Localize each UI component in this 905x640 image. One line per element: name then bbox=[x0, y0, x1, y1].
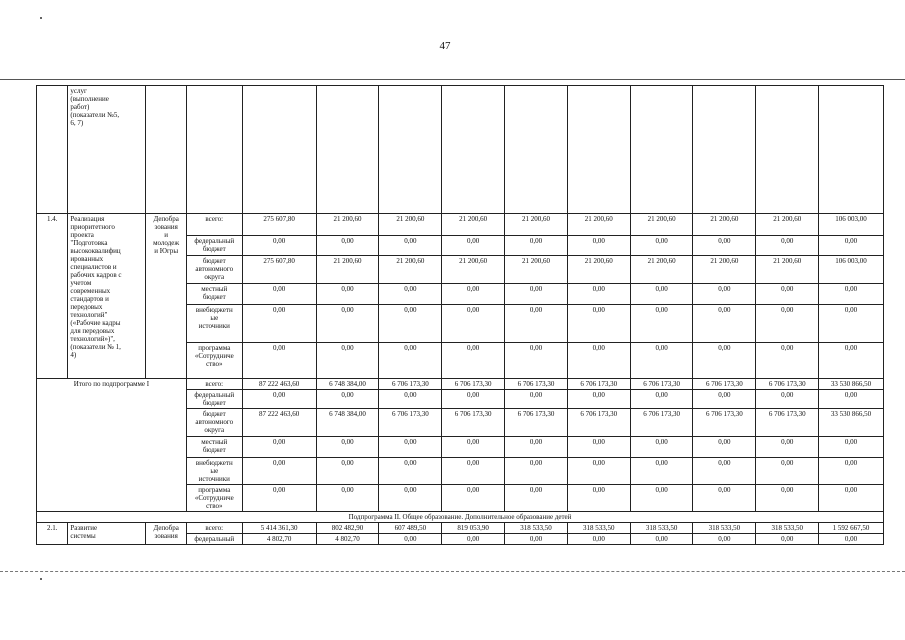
value-cell: 0,00 bbox=[442, 458, 505, 485]
value-cell: 0,00 bbox=[693, 437, 756, 458]
value-cell: 0,00 bbox=[567, 343, 630, 379]
value-cell: 0,00 bbox=[819, 458, 884, 485]
value-cell: 318 533,50 bbox=[630, 523, 693, 534]
funding-source: всего: bbox=[186, 379, 242, 390]
value-cell bbox=[379, 86, 442, 214]
value-cell: 0,00 bbox=[819, 437, 884, 458]
value-cell: 21 200,60 bbox=[567, 256, 630, 284]
value-cell: 0,00 bbox=[756, 458, 819, 485]
funding-source: внебюджетн ые источники bbox=[186, 458, 242, 485]
value-cell: 0,00 bbox=[756, 390, 819, 409]
funding-source: внебюджетн ые источники bbox=[186, 305, 242, 343]
value-cell: 0,00 bbox=[442, 284, 505, 305]
responsible-org: Депобра зования bbox=[146, 523, 187, 545]
value-cell: 0,00 bbox=[505, 236, 568, 256]
value-cell: 0,00 bbox=[693, 390, 756, 409]
table-row bbox=[37, 86, 884, 214]
value-cell: 0,00 bbox=[693, 485, 756, 512]
funding-source: программа «Сотрудниче ство» bbox=[186, 343, 242, 379]
value-cell: 0,00 bbox=[505, 437, 568, 458]
value-cell: 0,00 bbox=[316, 343, 379, 379]
value-cell: 0,00 bbox=[819, 485, 884, 512]
value-cell: 6 706 173,30 bbox=[442, 409, 505, 437]
value-cell: 21 200,60 bbox=[505, 214, 568, 236]
value-cell bbox=[693, 86, 756, 214]
value-cell bbox=[442, 86, 505, 214]
value-cell: 0,00 bbox=[630, 390, 693, 409]
value-cell: 6 706 173,30 bbox=[756, 379, 819, 390]
row-number: 1.4. bbox=[37, 214, 68, 379]
value-cell: 0,00 bbox=[693, 343, 756, 379]
value-cell: 318 533,50 bbox=[756, 523, 819, 534]
value-cell bbox=[242, 86, 316, 214]
value-cell: 0,00 bbox=[630, 437, 693, 458]
value-cell: 21 200,60 bbox=[316, 256, 379, 284]
value-cell: 0,00 bbox=[630, 534, 693, 545]
value-cell: 275 607,80 bbox=[242, 214, 316, 236]
value-cell: 0,00 bbox=[316, 284, 379, 305]
value-cell: 0,00 bbox=[756, 485, 819, 512]
measure-name: Реализация приоритетного проекта "Подготовка высококвалифиц ированных специалистов и рабочих кадров с учетом современных стандартов и передовых технологий" («Рабочие кадры для передовых технологий»)", (показатели № 1, 4) bbox=[68, 214, 146, 379]
value-cell: 21 200,60 bbox=[505, 256, 568, 284]
subprogram-heading: Подпрограмма II. Общее образование. Дополнительное образование детей bbox=[37, 512, 884, 523]
value-cell: 6 706 173,30 bbox=[693, 409, 756, 437]
value-cell: 0,00 bbox=[567, 534, 630, 545]
value-cell: 21 200,60 bbox=[756, 214, 819, 236]
budget-table bbox=[36, 85, 884, 545]
value-cell: 318 533,50 bbox=[693, 523, 756, 534]
value-cell: 0,00 bbox=[756, 343, 819, 379]
value-cell: 0,00 bbox=[630, 485, 693, 512]
funding-source: бюджет автономного округа bbox=[186, 256, 242, 284]
value-cell: 0,00 bbox=[242, 343, 316, 379]
value-cell: 607 489,50 bbox=[379, 523, 442, 534]
top-rule bbox=[0, 79, 905, 80]
value-cell: 0,00 bbox=[756, 534, 819, 545]
funding-source: всего: bbox=[186, 214, 242, 236]
value-cell: 33 530 866,50 bbox=[819, 379, 884, 390]
value-cell: 0,00 bbox=[630, 305, 693, 343]
value-cell: 0,00 bbox=[316, 390, 379, 409]
value-cell: 0,00 bbox=[819, 534, 884, 545]
funding-source: местный бюджет bbox=[186, 284, 242, 305]
value-cell: 0,00 bbox=[242, 236, 316, 256]
value-cell: 0,00 bbox=[379, 437, 442, 458]
value-cell: 0,00 bbox=[442, 437, 505, 458]
value-cell: 0,00 bbox=[505, 458, 568, 485]
value-cell: 106 003,00 bbox=[819, 214, 884, 236]
value-cell: 0,00 bbox=[756, 305, 819, 343]
value-cell: 6 706 173,30 bbox=[693, 379, 756, 390]
value-cell: 6 706 173,30 bbox=[505, 409, 568, 437]
value-cell: 6 706 173,30 bbox=[379, 409, 442, 437]
funding-source: программа «Сотрудниче ство» bbox=[186, 485, 242, 512]
value-cell: 6 706 173,30 bbox=[505, 379, 568, 390]
value-cell: 0,00 bbox=[567, 236, 630, 256]
value-cell: 802 482,90 bbox=[316, 523, 379, 534]
measure-name: Развитие системы bbox=[68, 523, 146, 545]
value-cell: 0,00 bbox=[567, 485, 630, 512]
value-cell: 0,00 bbox=[567, 284, 630, 305]
value-cell: 0,00 bbox=[242, 390, 316, 409]
funding-source: местный бюджет bbox=[186, 437, 242, 458]
value-cell: 6 748 384,00 bbox=[316, 379, 379, 390]
value-cell: 0,00 bbox=[630, 458, 693, 485]
value-cell: 0,00 bbox=[505, 485, 568, 512]
value-cell: 0,00 bbox=[567, 437, 630, 458]
page-number: 47 bbox=[439, 40, 451, 52]
value-cell: 5 414 361,30 bbox=[242, 523, 316, 534]
value-cell: 0,00 bbox=[242, 437, 316, 458]
value-cell: 0,00 bbox=[442, 534, 505, 545]
funding-source bbox=[186, 86, 242, 214]
table-row bbox=[37, 214, 884, 236]
value-cell: 21 200,60 bbox=[379, 256, 442, 284]
value-cell: 21 200,60 bbox=[630, 214, 693, 236]
value-cell bbox=[567, 86, 630, 214]
value-cell: 21 200,60 bbox=[756, 256, 819, 284]
value-cell: 0,00 bbox=[505, 305, 568, 343]
value-cell: 318 533,50 bbox=[505, 523, 568, 534]
value-cell: 106 003,00 bbox=[819, 256, 884, 284]
value-cell: 0,00 bbox=[316, 305, 379, 343]
responsible-org bbox=[146, 86, 187, 214]
funding-source: бюджет автономного округа bbox=[186, 409, 242, 437]
value-cell: 0,00 bbox=[819, 284, 884, 305]
value-cell: 21 200,60 bbox=[630, 256, 693, 284]
table-row bbox=[37, 523, 884, 534]
value-cell: 6 706 173,30 bbox=[630, 379, 693, 390]
value-cell: 0,00 bbox=[756, 284, 819, 305]
scan-speck-top bbox=[40, 17, 42, 19]
value-cell: 0,00 bbox=[442, 343, 505, 379]
value-cell: 0,00 bbox=[316, 236, 379, 256]
value-cell: 87 222 463,60 bbox=[242, 379, 316, 390]
row-number bbox=[37, 86, 68, 214]
funding-source: всего: bbox=[186, 523, 242, 534]
value-cell: 6 706 173,30 bbox=[379, 379, 442, 390]
value-cell: 0,00 bbox=[819, 305, 884, 343]
value-cell: 0,00 bbox=[630, 343, 693, 379]
value-cell: 0,00 bbox=[693, 534, 756, 545]
value-cell: 0,00 bbox=[379, 390, 442, 409]
value-cell: 21 200,60 bbox=[442, 214, 505, 236]
row-number: 2.1. bbox=[37, 523, 68, 545]
value-cell: 0,00 bbox=[819, 390, 884, 409]
value-cell: 0,00 bbox=[819, 236, 884, 256]
value-cell bbox=[505, 86, 568, 214]
value-cell: 4 802,70 bbox=[316, 534, 379, 545]
value-cell: 0,00 bbox=[505, 534, 568, 545]
value-cell: 33 530 866,50 bbox=[819, 409, 884, 437]
funding-source: федеральный bbox=[186, 534, 242, 545]
value-cell: 0,00 bbox=[756, 437, 819, 458]
value-cell: 0,00 bbox=[567, 458, 630, 485]
value-cell bbox=[630, 86, 693, 214]
value-cell: 21 200,60 bbox=[693, 214, 756, 236]
value-cell: 21 200,60 bbox=[693, 256, 756, 284]
value-cell: 0,00 bbox=[505, 343, 568, 379]
value-cell bbox=[819, 86, 884, 214]
measure-name: услуг (выполнение работ) (показатели №5, 6, 7) bbox=[68, 86, 146, 214]
value-cell: 0,00 bbox=[379, 236, 442, 256]
value-cell: 0,00 bbox=[316, 437, 379, 458]
value-cell: 0,00 bbox=[379, 485, 442, 512]
value-cell: 0,00 bbox=[379, 343, 442, 379]
value-cell: 6 748 384,00 bbox=[316, 409, 379, 437]
responsible-org: Депобра зования и молодеж и Югры bbox=[146, 214, 187, 379]
value-cell: 4 802,70 bbox=[242, 534, 316, 545]
value-cell: 0,00 bbox=[567, 390, 630, 409]
value-cell: 21 200,60 bbox=[442, 256, 505, 284]
table-row bbox=[37, 379, 884, 390]
value-cell: 0,00 bbox=[442, 485, 505, 512]
value-cell: 6 706 173,30 bbox=[567, 409, 630, 437]
value-cell: 0,00 bbox=[505, 284, 568, 305]
value-cell: 0,00 bbox=[442, 305, 505, 343]
value-cell: 0,00 bbox=[242, 458, 316, 485]
value-cell: 0,00 bbox=[756, 236, 819, 256]
value-cell: 0,00 bbox=[693, 305, 756, 343]
value-cell bbox=[756, 86, 819, 214]
value-cell: 0,00 bbox=[630, 236, 693, 256]
scan-speck-bottom bbox=[40, 578, 42, 580]
value-cell: 0,00 bbox=[242, 305, 316, 343]
value-cell: 6 706 173,30 bbox=[442, 379, 505, 390]
value-cell: 0,00 bbox=[379, 458, 442, 485]
value-cell: 0,00 bbox=[379, 534, 442, 545]
value-cell: 0,00 bbox=[819, 343, 884, 379]
value-cell: 0,00 bbox=[442, 236, 505, 256]
value-cell: 0,00 bbox=[630, 284, 693, 305]
value-cell: 1 592 667,50 bbox=[819, 523, 884, 534]
value-cell: 275 607,80 bbox=[242, 256, 316, 284]
value-cell: 0,00 bbox=[242, 485, 316, 512]
value-cell: 0,00 bbox=[693, 458, 756, 485]
value-cell: 6 706 173,30 bbox=[756, 409, 819, 437]
value-cell: 0,00 bbox=[316, 485, 379, 512]
bottom-rule bbox=[0, 571, 905, 572]
value-cell: 0,00 bbox=[567, 305, 630, 343]
value-cell: 0,00 bbox=[693, 284, 756, 305]
value-cell bbox=[316, 86, 379, 214]
funding-source: федеральный бюджет bbox=[186, 236, 242, 256]
value-cell: 21 200,60 bbox=[379, 214, 442, 236]
value-cell: 6 706 173,30 bbox=[567, 379, 630, 390]
value-cell: 0,00 bbox=[379, 305, 442, 343]
funding-source: федеральный бюджет bbox=[186, 390, 242, 409]
value-cell: 6 706 173,30 bbox=[630, 409, 693, 437]
value-cell: 0,00 bbox=[442, 390, 505, 409]
value-cell: 318 533,50 bbox=[567, 523, 630, 534]
value-cell: 0,00 bbox=[242, 284, 316, 305]
value-cell: 819 053,90 bbox=[442, 523, 505, 534]
value-cell: 21 200,60 bbox=[567, 214, 630, 236]
value-cell: 0,00 bbox=[379, 284, 442, 305]
subtotal-title: Итого по подпрограмме I bbox=[37, 379, 187, 512]
value-cell: 0,00 bbox=[693, 236, 756, 256]
value-cell: 0,00 bbox=[505, 390, 568, 409]
value-cell: 87 222 463,60 bbox=[242, 409, 316, 437]
value-cell: 0,00 bbox=[316, 458, 379, 485]
value-cell: 21 200,60 bbox=[316, 214, 379, 236]
table-row bbox=[37, 512, 884, 523]
